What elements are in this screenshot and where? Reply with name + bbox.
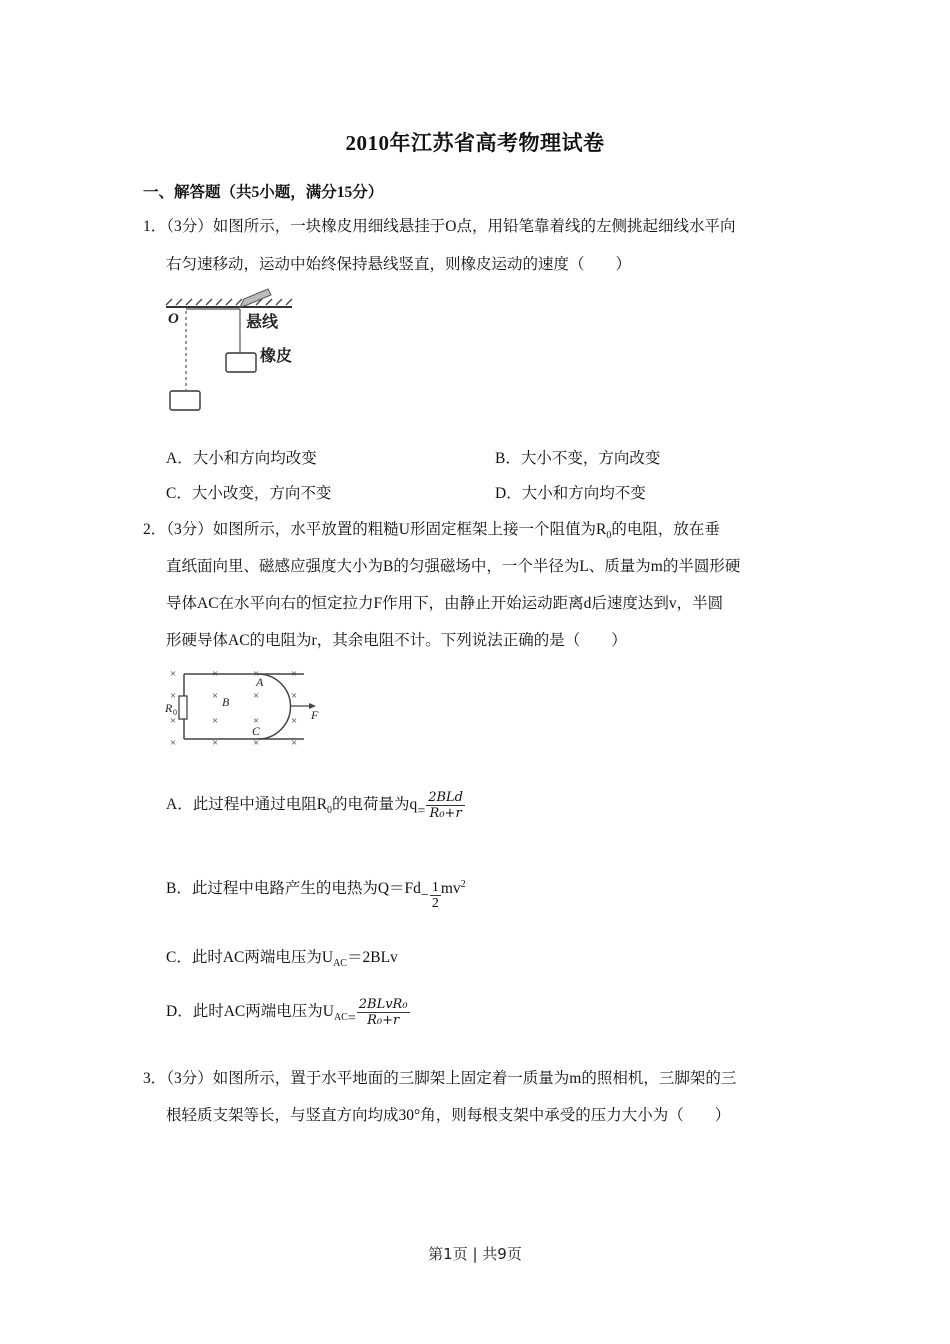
svg-text:×: × bbox=[170, 737, 177, 749]
option-c: C．大小改变，方向不变 bbox=[166, 485, 332, 502]
force-label: F bbox=[311, 708, 319, 722]
question-text: 右匀速移动，运动中始终保持悬线竖直，则橡皮运动的速度（ ） bbox=[166, 256, 632, 273]
svg-text:×: × bbox=[291, 690, 298, 702]
question-points: （3分） bbox=[166, 218, 213, 235]
question-text: 导体AC在水平向右的恒定拉力F作用下，由静止开始运动距离d后速度达到v，半圆 bbox=[166, 595, 724, 612]
fraction: $\frac{\text{2BLd}}{\text{R₀+r}}$ bbox=[428, 790, 463, 821]
point-b-label: B bbox=[222, 695, 230, 709]
question-text: 直纸面向里、磁感应强度大小为B的匀强磁场中，一个半径为L、质量为m的半圆形硬 bbox=[166, 558, 741, 575]
svg-text:×: × bbox=[170, 668, 177, 680]
svg-text:×: × bbox=[212, 737, 219, 749]
point-a-label: A bbox=[256, 675, 264, 689]
question-1-line-1 bbox=[143, 217, 735, 237]
question-number: 2． bbox=[143, 521, 167, 538]
svg-text:×: × bbox=[212, 715, 219, 727]
resistor-label: R bbox=[165, 701, 173, 715]
option-b: B．大小不变，方向改变 bbox=[495, 450, 661, 467]
option-d: D．此时AC两端电压为$U_{AC}=$ $\frac{\text{2BLvR₀}}{\text{R₀+r}}$ bbox=[166, 997, 408, 1028]
svg-text:×: × bbox=[212, 690, 219, 702]
option-a: A．此过程中通过电阻$R_0$的电荷量为q= $\frac{\text{2BLd}}{\text{R₀+r}}$ bbox=[166, 790, 463, 821]
page-footer: 第1页 | 共9页 bbox=[428, 1245, 522, 1263]
svg-text:×: × bbox=[170, 715, 177, 727]
fraction: $\frac{1}{2}$ bbox=[431, 880, 439, 912]
question-text: 根轻质支架等长，与竖直方向均成30°角，则每根支架中承受的压力大小为（ ） bbox=[166, 1107, 731, 1124]
section-heading: 一、解答题（共5小题，满分15分） bbox=[143, 184, 384, 201]
u-frame-circuit-figure bbox=[160, 660, 340, 755]
point-o-label: O bbox=[168, 311, 179, 327]
question-number: 3． bbox=[143, 1070, 167, 1087]
question-points: （3分） bbox=[166, 1070, 213, 1087]
svg-text:×: × bbox=[253, 668, 260, 680]
svg-text:×: × bbox=[291, 737, 298, 749]
svg-text:×: × bbox=[212, 668, 219, 680]
point-c-label: C bbox=[252, 724, 261, 738]
svg-text:×: × bbox=[253, 715, 260, 727]
fraction: $\frac{\text{2BLvR₀}}{\text{R₀+r}}$ bbox=[358, 997, 408, 1028]
svg-text:×: × bbox=[253, 737, 260, 749]
eraser-pendulum-figure bbox=[160, 285, 300, 420]
option-c: C．此时AC两端电压为$U_{AC}=2BLv$ bbox=[166, 949, 398, 970]
option-d: D．大小和方向均不变 bbox=[495, 485, 646, 502]
svg-text:×: × bbox=[291, 715, 298, 727]
question-number: 1． bbox=[143, 218, 167, 235]
svg-text:×: × bbox=[170, 690, 177, 702]
thread-label: 悬线 bbox=[246, 314, 279, 331]
question-3-line-1: 3．（3分）如图所示，置于水平地面的三脚架上固定着一质量为m的照相机，三脚架的三 bbox=[143, 1070, 737, 1087]
option-a: A．大小和方向均改变 bbox=[166, 450, 317, 467]
eraser-label: 橡皮 bbox=[260, 348, 293, 365]
svg-text:×: × bbox=[253, 690, 260, 702]
svg-text:×: × bbox=[291, 668, 298, 680]
page-title: 2010年江苏省高考物理试卷 bbox=[345, 131, 605, 155]
option-b: B．此过程中电路产生的电热为Q＝Fd− $\frac{1}{2}$ $mv^2$ bbox=[166, 879, 466, 912]
question-2-line-1: 2．（3分）如图所示，水平放置的粗糙U形固定框架上接一个阻值为$R_0$的电阻，放在垂 bbox=[143, 521, 720, 542]
question-text: 如图所示，一块橡皮用细线悬挂于O点，用铅笔靠着线的左侧挑起细线水平向 bbox=[212, 218, 736, 235]
question-points: （3分） bbox=[166, 521, 213, 538]
resistor-subscript: 0 bbox=[173, 708, 177, 717]
question-text: 形硬导体AC的电阻为r，其余电阻不计。下列说法正确的是（ ） bbox=[166, 632, 627, 649]
